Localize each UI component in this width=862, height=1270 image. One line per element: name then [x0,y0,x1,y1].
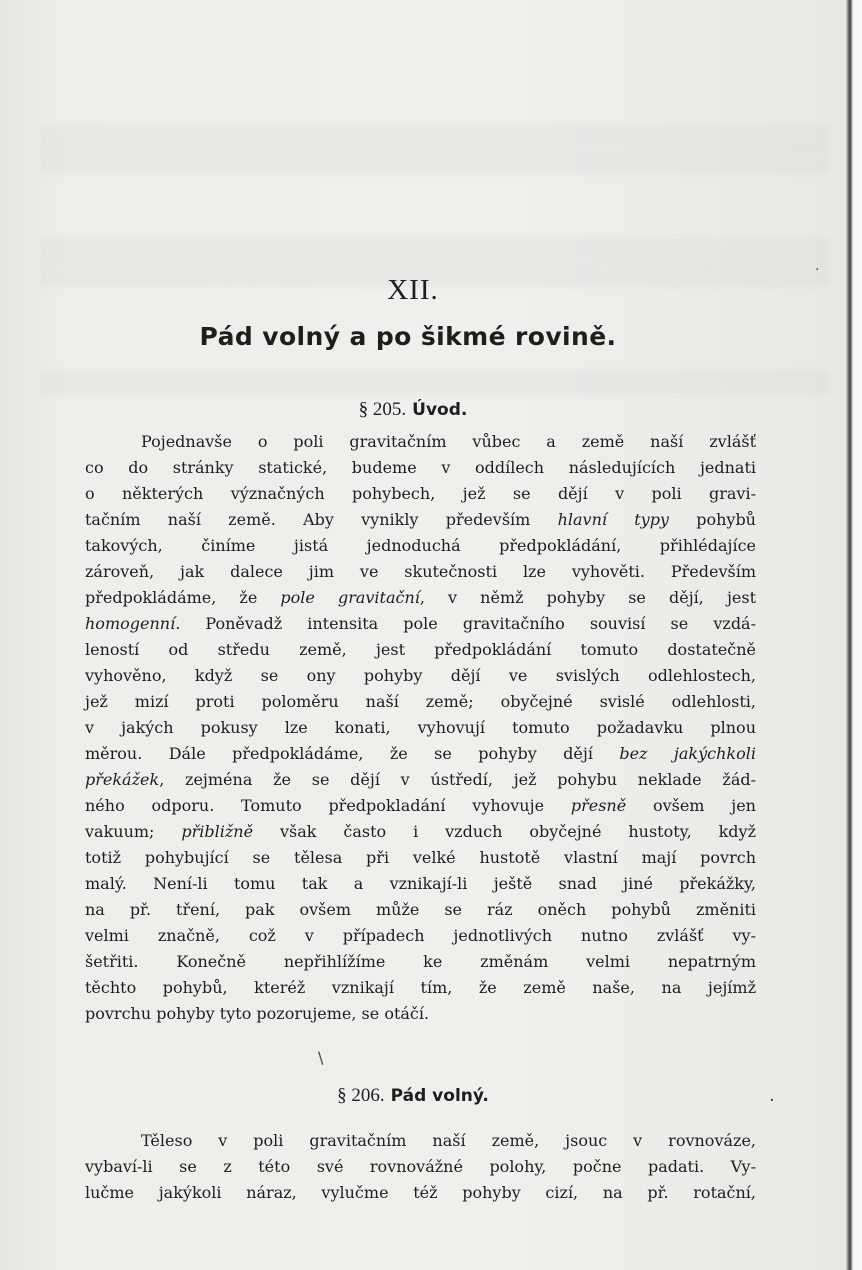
text-line [85,1154,756,1180]
section-heading-206 [0,1084,826,1107]
show-through-line [40,125,830,149]
text-run: , zejména že se dějí v ústředí, jež pohybu neklade žád- [159,770,756,789]
text-line [85,923,756,949]
text-line [85,715,756,741]
text-line [85,585,756,611]
italic-phrase: překážek [85,770,160,789]
text-run: těchto pohybů, kteréž vznikají tím, že země naše, na jejímž [85,978,756,997]
text-line [85,559,756,585]
section-number: § 205. [358,399,407,420]
text-run: šetřiti. Konečně nepřihlížíme ke změnám velmi nepatrným [85,952,756,971]
text-run: . Poněvadž intensita pole gravitačního souvisí se vzdá- [175,614,756,633]
text-line [85,741,756,767]
text-line [85,897,756,923]
text-run: Pojednavše o poli gravitačním vůbec a země naší zvlášť [141,432,756,451]
italic-phrase: hlavní typy [557,510,669,529]
text-run: , v němž pohyby se dějí, jest [419,588,757,607]
text-run: ovšem jen [626,796,756,815]
page-edge-shadow [846,0,862,1270]
text-run: velmi značně, což v případech jednotlivých nutno zvlášť vy- [85,926,756,945]
text-run: na př. tření, pak ovšem může se ráz oněch pohybů změniti [85,900,756,919]
text-run: co do stránky statické, budeme v oddílech následujících jednati [85,458,756,477]
section-title: Úvod. [412,400,468,420]
text-line [85,767,756,793]
text-run: leností od středu země, jest předpokládání tomuto dostatečně [85,640,756,659]
text-line [85,507,756,533]
text-run: tačním naší země. Aby vynikly především [85,510,558,529]
stray-dot-mark: · [815,262,820,278]
text-run: totiž pohybující se tělesa při velké hustotě vlastní mají povrch [85,848,756,867]
text-run: předpokládáme, že [85,588,281,607]
text-line [85,455,756,481]
text-line [85,611,756,637]
text-run: však často i vzduch obyčejné hustoty, když [253,822,756,841]
italic-phrase: přibližně [181,822,254,841]
section-number: § 206. [337,1085,385,1106]
text-line [85,975,756,1001]
text-line [85,949,756,975]
text-line [85,533,756,559]
text-run: pohybů [668,510,756,529]
text-run: povrchu pohyby tyto pozorujeme, se otáčí. [85,1004,430,1023]
text-run: zároveň, jak dalece jim ve skutečnosti lze vyhověti. Především [85,562,756,581]
text-run: o některých význačných pohybech, jež se dějí v poli gravi- [85,484,756,503]
text-run: vyhověno, když se ony pohyby dějí ve svislých odlehlostech, [85,666,756,685]
text-line [85,793,756,819]
italic-phrase: pole gravitační [280,588,420,607]
text-line [85,1001,756,1027]
text-run: v jakých pokusy lze konati, vyhovují tomuto požadavku plnou [85,718,756,737]
chapter-title: Pád volný a po šikmé rovině. [199,322,617,351]
italic-phrase: homogenní [85,614,176,633]
text-line [85,429,756,455]
text-line [85,663,756,689]
text-run: vybaví-li se z této své rovnovážné polohy, počne padati. Vy- [85,1157,756,1176]
section-heading-205 [0,398,826,421]
text-line [85,1180,756,1206]
italic-phrase: bez jakýchkoli [619,744,756,763]
chapter-number: XII. [387,274,439,306]
italic-phrase: přesně [570,796,627,815]
text-line [85,481,756,507]
text-run: takových, činíme jistá jednoduchá předpokládání, přihlédajíce [85,536,756,555]
text-run: ného odporu. Tomuto předpokladání vyhovuje [85,796,571,815]
text-line [85,871,756,897]
stray-pen-mark: \ [318,1048,324,1067]
section-title: Pád volný. [390,1086,489,1106]
show-through-line [40,150,830,174]
show-through-line [40,238,830,262]
text-line [85,1128,756,1154]
text-run: lučme jakýkoli náraz, vylučme též pohyby cizí, na př. rotační, [85,1183,756,1202]
text-line [85,689,756,715]
text-line [85,819,756,845]
text-line [85,637,756,663]
text-run: Těleso v poli gravitačním naší země, jsouc v rovnováze, [141,1131,756,1150]
text-run: vakuum; [85,822,182,841]
show-through-line [40,370,830,394]
section-body-205 [85,429,756,1027]
text-run: malý. Není-li tomu tak a vznikají-li ještě snad jiné překážky, [85,874,756,893]
section-body-206 [85,1128,756,1206]
text-run: jež mizí proti poloměru naší země; obyčejné svislé odlehlosti, [85,692,756,711]
text-line [85,845,756,871]
stray-dot-mark: · [769,1090,775,1111]
text-run: měrou. Dále předpokládáme, že se pohyby dějí [85,744,620,763]
